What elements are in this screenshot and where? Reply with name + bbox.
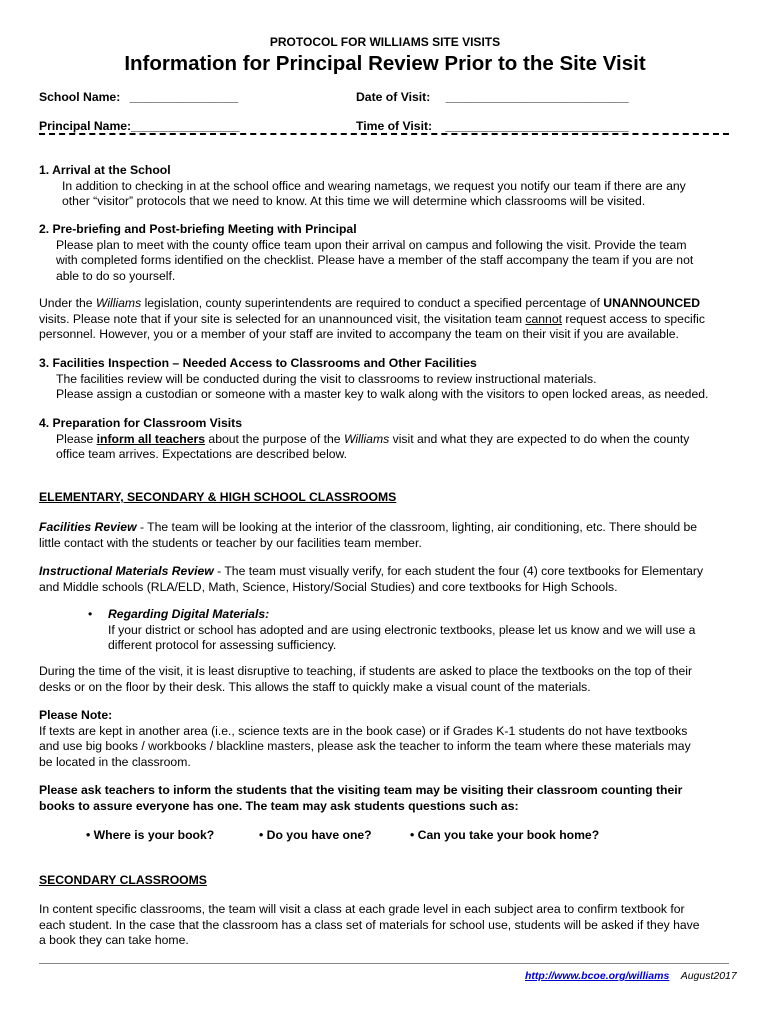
section-prebriefing [39,222,693,284]
please-note-paragraph: Please Note: If texts are kept in another area (i.e., science texts are in the book case) or if Grades K-1 students do not have textbooks and use big books / workbooks / blackline masters, please ask the teacher to inform the team where these materials may be located in the classroom. [39,708,691,769]
paragraph-line: Please inform all teachers about the purpose of the Williams visit and what they are expected to do when the county [56,431,690,446]
document-title: Information for Principal Review Prior to the Site Visit [124,52,646,75]
date-of-visit-blank: ___________________________ [445,90,629,104]
footer-date: August2017 [680,970,737,982]
paragraph-line: Please assign a custodian or someone with a master key to walk along with the visitors to open locked areas, as needed. [56,387,709,401]
paragraph-line: In addition to checking in at the school office and wearing nametags, we request you notify our team if there are any [62,178,686,193]
principal-name-blank: ________________ [131,119,240,133]
during-visit-paragraph: During the time of the visit, it is least disruptive to teaching, if students are asked to place the textbooks on the top of their desks or on the floor by their desk. This allows the staff to quickly make a visual count of the materials. [39,664,693,694]
paragraph-line: visits. Please note that if your site is selected for an unannounced visit, the visitation team cannot request access to specific [39,311,705,326]
time-of-visit-field [356,119,628,133]
date-of-visit-field [356,90,629,104]
time-of-visit-blank: ___________________________ [445,119,629,133]
paragraph-line: Please plan to meet with the county office team upon their arrival on campus and following the visit. Provide the team [56,237,687,252]
question-have-one: • Do you have one? [259,828,372,842]
section-arrival [39,163,686,210]
school-name-label: School Name: [39,90,121,104]
section-heading: 2. Pre-briefing and Post-briefing Meeting with Principal [39,222,357,236]
paragraph-line: able to do so yourself. [56,268,176,283]
school-name-blank: ________________ [129,90,239,104]
school-name-field [39,90,238,104]
section-preparation [39,416,689,463]
document-kicker: PROTOCOL FOR WILLIAMS SITE VISITS [269,35,501,49]
paragraph-line: The facilities review will be conducted during the visit to classrooms to review instructional materials. [56,371,597,386]
section-heading: 1. Arrival at the School [39,163,171,177]
principal-name-field [39,119,240,133]
paragraph-line: office team arrives. Expectations are described below. [56,447,348,461]
footer-link[interactable]: http://www.bcoe.org/williams [525,970,670,982]
paragraph-line: personnel. However, you or a member of your staff are invited to accompany the team on their visit if you are available. [39,327,679,341]
section-heading: 3. Facilities Inspection – Needed Access to Classrooms and Other Facilities [39,356,477,370]
elementary-heading: ELEMENTARY, SECONDARY & HIGH SCHOOL CLASSROOMS [39,490,397,504]
digital-materials-item: Regarding Digital Materials: If your district or school has adopted and are using electronic textbooks, please let us know and we will use a different protocol for assessing sufficiency. [108,607,696,652]
date-of-visit-label: Date of Visit: [356,90,431,104]
section-heading: 4. Preparation for Classroom Visits [39,416,242,430]
digital-bullet: • [88,607,93,621]
instructional-materials-paragraph: Instructional Materials Review - The team must visually verify, for each student the four (4) core textbooks for Elementary and Middle schools (RLA/ELD, Math, Science, History/Social Studies) and core textbooks for High Schools. [39,564,704,594]
section-facilities [39,356,708,403]
paragraph-line: other “visitor” protocols that we need to know. At this time we will determine which classrooms will be visited. [62,194,646,208]
footer [525,968,737,982]
paragraph-line: Under the Williams legislation, county superintendents are required to conduct a specified percentage of UNANNOUNCED [39,296,701,310]
time-of-visit-label: Time of Visit: [356,119,433,133]
dashed-divider [39,133,729,135]
secondary-paragraph: In content specific classrooms, the team will visit a class at each grade level in each subject area to confirm textbook for each student. In the case that the classroom has a class set of materials for school use, students will be asked if they have a book they can take home. [39,902,700,947]
secondary-heading: SECONDARY CLASSROOMS [39,873,207,887]
question-take-home: • Can you take your book home? [410,828,600,842]
paragraph-line: with completed forms identified on the checklist. Please have a member of the staff accompany the team if you are not [56,253,694,267]
footer-rule [39,963,729,964]
principal-name-label: Principal Name: [39,119,132,133]
unannounced-note [39,296,705,343]
facilities-review-paragraph: Facilities Review - The team will be looking at the interior of the classroom, lighting, air conditioning, etc. There should be little contact with the students or teacher by our facilities team member. [39,520,698,550]
ask-teachers-paragraph: Please ask teachers to inform the students that the visiting team may be visiting their classroom counting their books to assure everyone has one. The team may ask students questions such as: [39,783,683,813]
question-where-book: • Where is your book? [86,828,215,842]
